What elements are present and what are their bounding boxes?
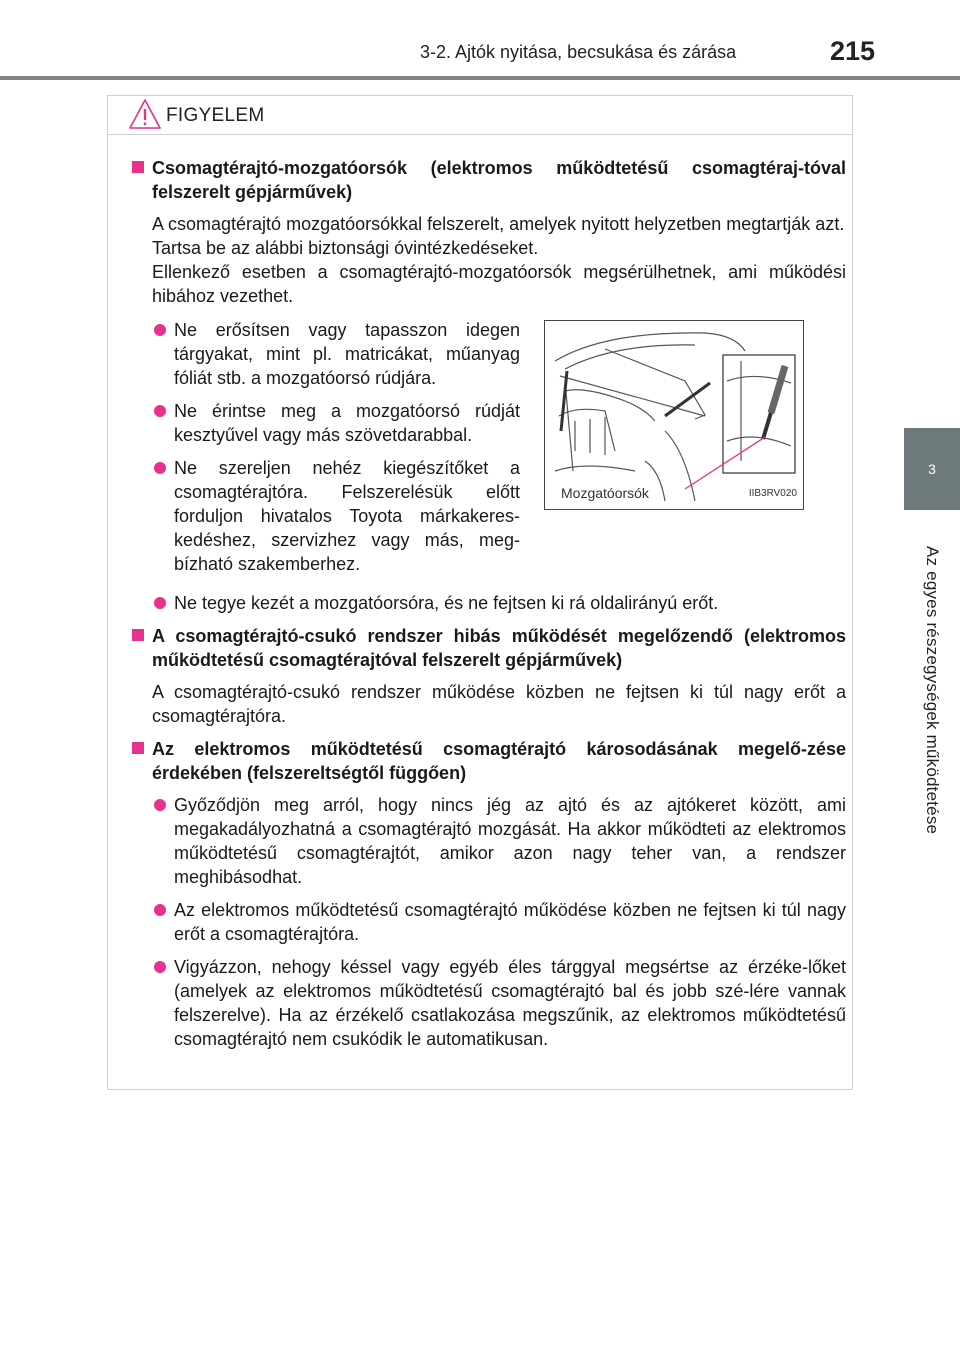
round-bullet-icon bbox=[154, 324, 166, 336]
list-item: Ne szereljen nehéz kiegészítőket a csomagtérajtóra. Felszerelésük előtt forduljon hivatalos Toyota márkakeres-kedéshez, szervizhez vagy más, meg-bízható szakemberhez. bbox=[150, 456, 520, 576]
header-rule bbox=[0, 76, 960, 80]
paragraph: A csomagtérajtó mozgatóorsókkal felszerelt, amelyek nyitott helyzetben megtartják azt. bbox=[152, 214, 845, 234]
section-title: A csomagtérajtó-csukó rendszer hibás működését megelőzendő (elektromos működtetésű csomagtérajtóval felszerelt gépjárművek) bbox=[128, 624, 846, 672]
list-item: Ne érintse meg a mozgatóorsó rúdját kesztyűvel vagy más szövetdarabbal. bbox=[150, 399, 520, 447]
round-bullet-icon bbox=[154, 462, 166, 474]
bullets-with-figure bbox=[128, 318, 846, 585]
list-item: Az elektromos működtetésű csomagtérajtó működése közben ne fejtsen ki túl nagy erőt a csomagtérajtóra. bbox=[150, 898, 846, 946]
round-bullet-icon bbox=[154, 597, 166, 609]
page-number: 215 bbox=[830, 36, 876, 66]
figure-label: Mozgatóorsók bbox=[559, 481, 651, 505]
list-item: Győződjön meg arról, hogy nincs jég az ajtó és az ajtókeret között, ami megakadályozhatná a csomagtérajtó mozgását. Ha akkor működteti az elektromos működtetésű csomagtérajtót, amikor azon nagy teher van, a rendszer meghibásodhat. bbox=[150, 793, 846, 889]
list-item: Vigyázzon, nehogy késsel vagy egyéb éles tárggyal megsértse az érzéke-lőket (amelyek az elektromos működtetésű csomagtérajtó bal és jobb szé-lére vannak felszerelve). Ha az érzékelő csatlakozása megszűnik, az elektromos működtetésű csomagtérajtó nem csukódik le automatikusan. bbox=[150, 955, 846, 1051]
square-bullet-icon bbox=[132, 161, 144, 173]
paragraph: A csomagtérajtó-csukó rendszer működése közben ne fejtsen ki túl nagy erőt a csomagtérajtóra. bbox=[152, 682, 846, 726]
section-title: Az elektromos működtetésű csomagtérajtó károsodásának megelő-zése érdekében (felszereltségtől függően) bbox=[128, 737, 846, 785]
warning-triangle-icon bbox=[128, 98, 162, 130]
section-title: Csomagtérajtó-mozgatóorsók (elektromos működtetésű csomagtéraj-tóval felszerelt gépjárművek) bbox=[128, 156, 846, 204]
chapter-number: 3 bbox=[928, 461, 936, 477]
round-bullet-icon bbox=[154, 799, 166, 811]
warning-title: FIGYELEM bbox=[166, 105, 265, 126]
warning-content bbox=[128, 156, 846, 1060]
chapter-title: Az egyes részegységek működtetése bbox=[923, 545, 942, 835]
chapter-side-title bbox=[904, 520, 960, 860]
round-bullet-icon bbox=[154, 904, 166, 916]
warning-box bbox=[107, 95, 853, 1090]
paragraph: Tartsa be az alábbi biztonsági óvintézkedéseket. bbox=[152, 238, 539, 258]
square-bullet-icon bbox=[132, 742, 144, 754]
warning-header bbox=[108, 96, 852, 135]
bullet-column bbox=[128, 318, 520, 585]
square-bullet-icon bbox=[132, 629, 144, 641]
figure-code: IIB3RV020 bbox=[748, 488, 797, 499]
round-bullet-icon bbox=[154, 961, 166, 973]
header-title: 3-2. Ajtók nyitása, becsukása és zárása bbox=[420, 42, 737, 62]
list-item: Ne tegye kezét a mozgatóorsóra, és ne fejtsen ki rá oldalirányú erőt. bbox=[150, 591, 846, 615]
tailgate-strut-illustration bbox=[544, 320, 804, 510]
chapter-tab bbox=[904, 428, 960, 510]
round-bullet-icon bbox=[154, 405, 166, 417]
list-item: Ne erősítsen vagy tapasszon idegen tárgyakat, mint pl. matricákat, műanyag fóliát stb. a mozgatóorsó rúdjára. bbox=[150, 318, 520, 390]
paragraph: Ellenkező esetben a csomagtérajtó-mozgatóorsók megsérülhetnek, ami működési hibához vezethet. bbox=[152, 262, 846, 306]
